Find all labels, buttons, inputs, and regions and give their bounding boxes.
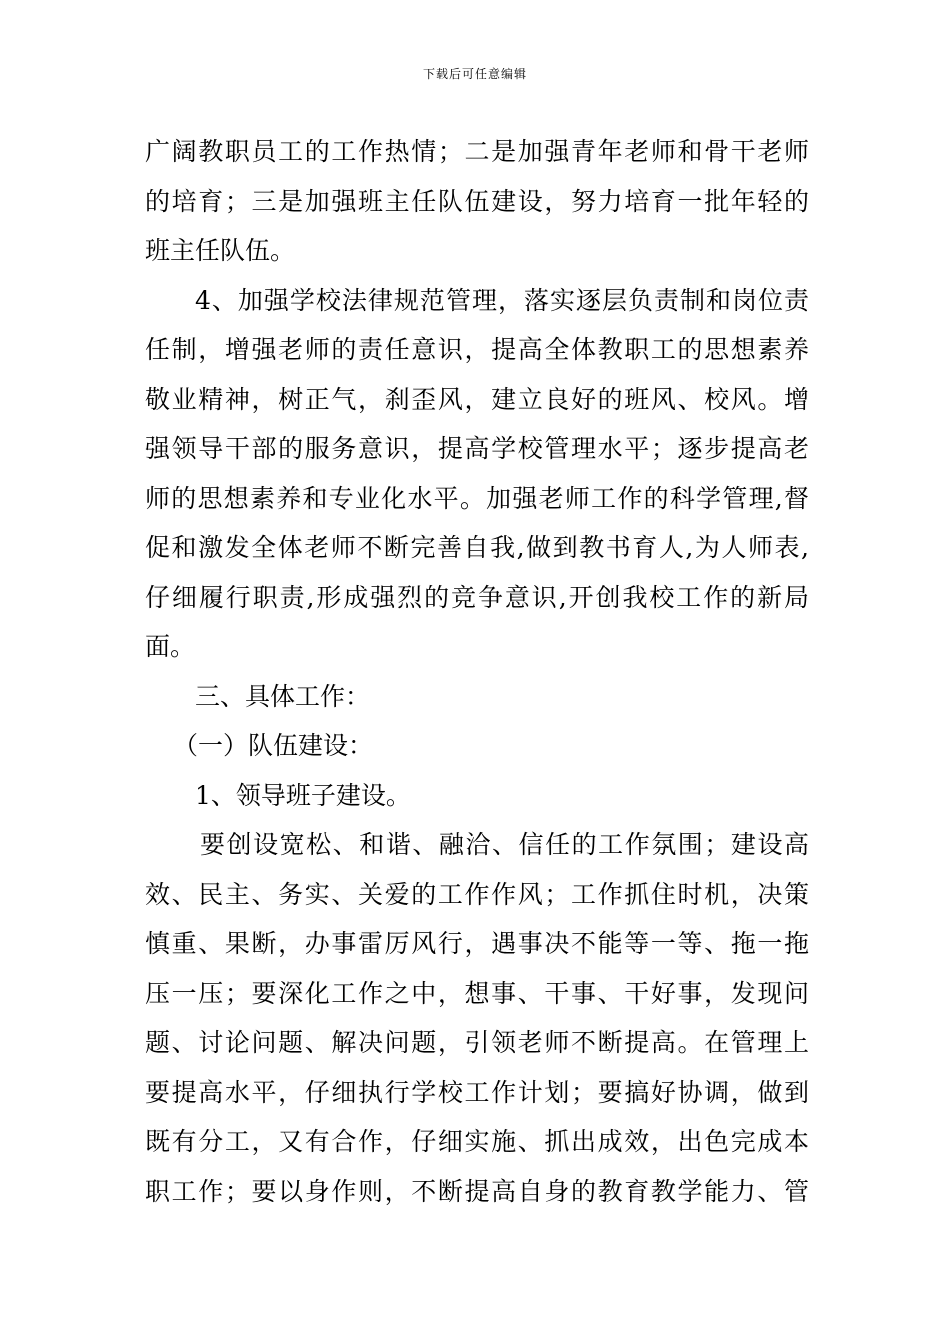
text-line: 面。: [145, 632, 196, 661]
text-line: 压一压；要深化工作之中，想事、干事、干好事，发现问: [145, 978, 809, 1008]
text-line: 职工作；要以身作则，不断提高自身的教育教学能力、管: [145, 1176, 809, 1206]
text-line: 强领导干部的服务意识，提高学校管理水平；逐步提高老: [145, 434, 809, 463]
document-body: [145, 127, 809, 1216]
text-line: 效、民主、务实、关爱的工作作风；工作抓住时机，决策: [145, 879, 809, 909]
page-header-note: 下载后可任意编辑: [422, 67, 527, 81]
text-line: 促和激发全体老师不断完善自我,做到教书育人,为人师表,: [145, 533, 809, 562]
text-line: 题、讨论问题、解决问题，引领老师不断提高。在管理上: [145, 1028, 809, 1057]
subsection-heading: （一）队伍建设：: [173, 731, 374, 760]
text-line: 广阔教职员工的工作热情；二是加强青年老师和骨干老师: [145, 137, 809, 166]
text-line: 的培育；三是加强班主任队伍建设，努力培育一批年轻的: [145, 186, 809, 216]
section-heading: 三、具体工作：: [195, 681, 371, 711]
text-line: 4、加强学校法律规范管理，落实逐层负责制和岗位责: [195, 285, 809, 315]
text-line: 慎重、果断，办事雷厉风行，遇事决不能等一等、拖一拖: [145, 929, 809, 958]
text-line: 要提高水平，仔细执行学校工作计划；要搞好协调，做到: [145, 1077, 809, 1107]
text-line: 要创设宽松、和谐、融洽、信任的工作氛围；建设高: [200, 830, 809, 859]
text-line: 仔细履行职责,形成强烈的竞争意识,开创我校工作的新局: [145, 582, 809, 612]
text-line: 敬业精神，树正气，刹歪风，建立良好的班风、校风。增: [145, 384, 809, 414]
item-heading: 1、领导班子建设。: [195, 780, 411, 810]
text-line: 既有分工，又有合作，仔细实施、抓出成效，出色完成本: [145, 1127, 809, 1156]
text-line: 班主任队伍。: [145, 236, 296, 265]
text-line: 师的思想素养和专业化水平。加强老师工作的科学管理,督: [145, 483, 809, 513]
text-line: 任制，增强老师的责任意识，提高全体教职工的思想素养: [145, 335, 809, 364]
